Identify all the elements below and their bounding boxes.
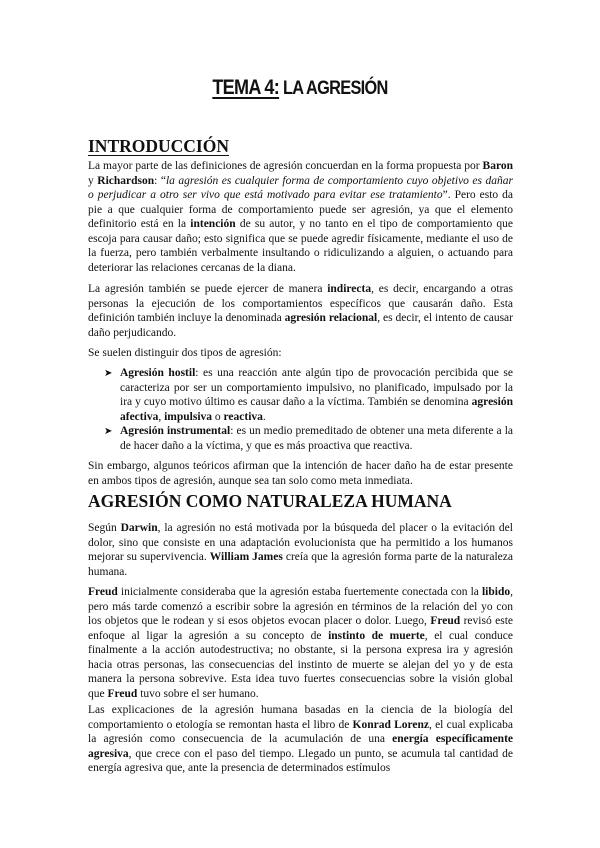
list-item-instrumental: ➤ Agresión instrumental: es un medio premeditado de obtener una meta diferente a la de hacer daño a la víctima, y que es más proactiva que reactiva. [104,425,514,452]
section-heading-naturaleza-humana: AGRESIÓN COMO NATURALEZA HUMANA [88,491,452,511]
page-title [42,76,558,100]
paragraph-indirect: La agresión también se puede ejercer de manera indirecta, es decir, encargando a otras personas la ejecución de los comportamientos específicos que causarán daño. Esta definición también incluye la denominada agresión relacional, es decir, el intento de causar daño perjudicando. [88,283,513,339]
title-subject: LA AGRESIÓN [279,78,388,99]
paragraph-sin-embargo: Sin embargo, algunos teóricos afirman que la intención de hacer daño ha de estar presente en ambos tipos de agresión, aunque sea tan solo como meta inmediata. [88,460,513,487]
arrow-bullet-icon: ➤ [104,426,113,437]
arrow-bullet-icon: ➤ [104,368,113,379]
paragraph-freud: Freud inicialmente consideraba que la agresión estaba fuertemente conectada con la libido, pero más tarde comenzó a escribir sobre la agresión en términos de la relación del yo con los objetos que le rodean y si esos objetos evocan placer o dolor. Luego, Freud revisó este enfoque al ligar la agresión a su concepto de instinto de muerte, el cual conduce finalmente a la acción autodestructiva; no obstante, si la persona expresa ira y agresión hacia otras personas, las consecuencias del instinto de muerte se alejan del yo y de esta manera la persona sobrevive. Esta idea tuvo fuertes consecuencias sobre la visión global que Freud tuvo sobre el ser humano. [88,586,514,700]
paragraph-lorenz: Las explicaciones de la agresión humana basadas en la ciencia de la biología del comportamiento o etología se remontan hasta el libro de Konrad Lorenz, el cual explicaba la agresión como consecuencia de la acumulación de una energía específicamente agresiva, que crece con el paso del tiempo. Llegado un punto, se acumula tal cantidad de energía agresiva que, ante la presencia de determinados estímulos [88,704,514,774]
list-item-hostil: ➤ Agresión hostil: es una reacción ante algún tipo de provocación percibida que se caracteriza por ser un comportamiento impulsivo, no planificado, impulsado por la ira y cuyo motivo último es causar daño a la víctima. También se denomina agresión afectiva, impulsiva o reactiva. [104,367,513,423]
paragraph-definition: La mayor parte de las definiciones de agresión concuerdan en la forma propuesta por Baron y Richardson: “la agresión es cualquier forma de comportamiento cuyo objetivo es dañar o perjudicar a otro ser vivo que está motivado para evitar ese tratamiento”. Pero esto da pie a que cualquier forma de comportamiento puede ser agresión, ya que el elemento definitorio está en la intención de su autor, y no tanto en el tipo de comportamiento que escoja para causar daño; esto significa que se puede agredir físicamente, mediante el uso de la fuerza, pero también verbalmente insultando o ridiculizando a alguien, o actuando para deteriorar las relaciones cercanas de la diana. [88,160,513,274]
paragraph-types-intro: Se suelen distinguir dos tipos de agresión: [88,347,282,359]
title-topic: TEMA 4: [212,76,280,99]
paragraph-darwin: Según Darwin, la agresión no está motivada por la búsqueda del placer o la evitación del dolor, sino que consiste en una adaptación evolucionista que ha permitido a los humanos mejorar su supervivencia. William James creía que la agresión forma parte de la naturaleza humana. [88,522,513,578]
section-heading-introduccion: INTRODUCCIÓN [88,136,229,156]
